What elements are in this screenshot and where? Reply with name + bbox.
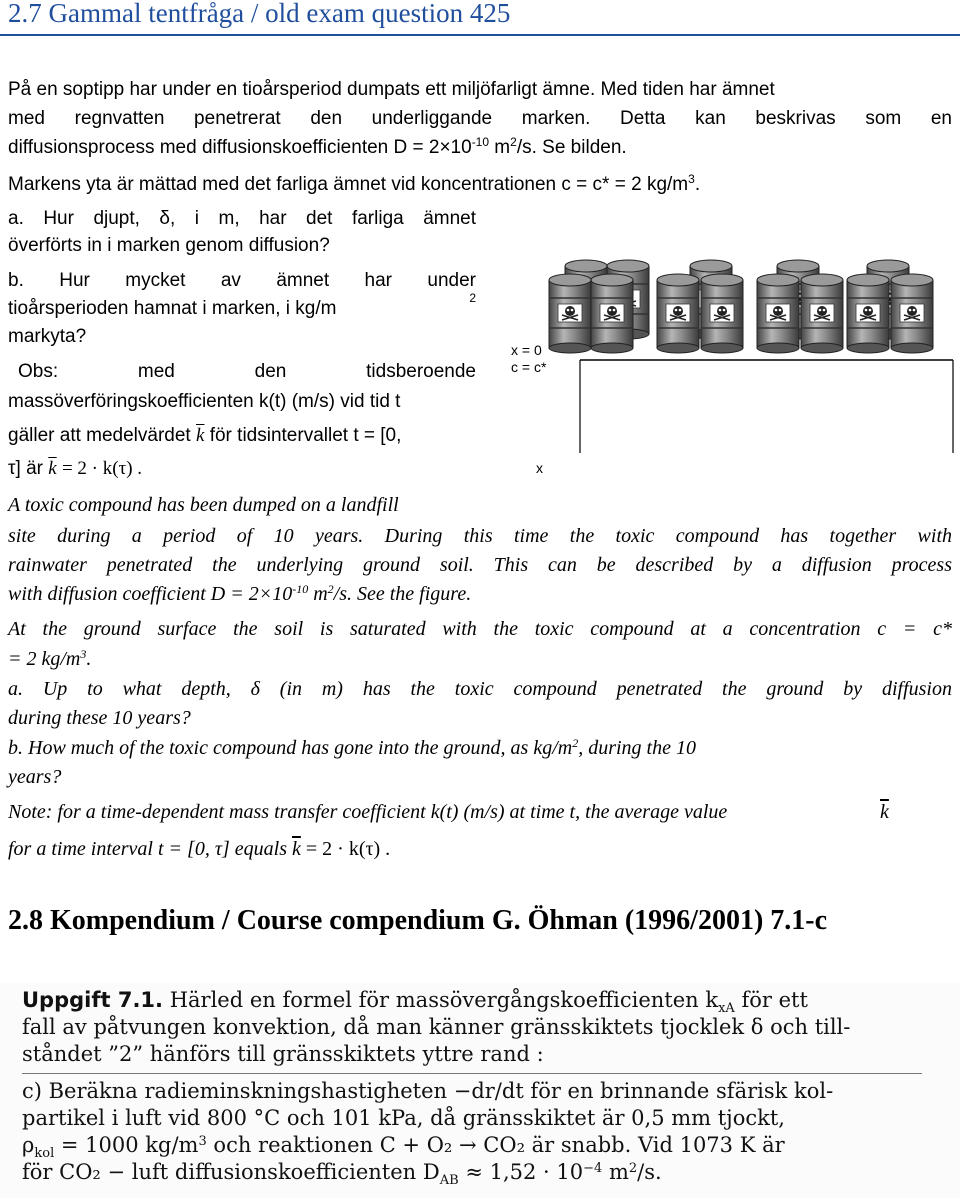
swedish-paragraph-line: diffusionsprocess med diffusionskoefficienten $D = 2\times 10^{-10}$ $m^2/s$. Se bilden.	[8, 135, 627, 158]
scan-line: fall av påtvungen konvektion, då man känner gränsskiktets tjocklek δ och till-	[22, 1015, 851, 1039]
english-note: Note: for a time-dependent mass transfer coefficient k(t) (m/s) at time t, the average value	[8, 801, 728, 823]
section-title-rule	[0, 34, 960, 36]
swedish-question-a: a. Hur djupt, δ, i m, har det farliga ämnet	[8, 208, 476, 229]
swedish-question-b: markyta?	[8, 326, 87, 347]
english-surface-condition: At the ground surface the soil is saturated with the toxic compound at a concentration c = c*	[8, 618, 952, 640]
english-surface-condition: = 2 $kg/m^3$.	[8, 647, 92, 670]
label-x0: x = 0	[511, 342, 542, 358]
swedish-surface-condition: Markens yta är mättad med det farliga ämnet vid koncentrationen c = c* = 2 $kg/m^3$.	[8, 172, 701, 195]
english-question-a: during these 10 years?	[8, 707, 191, 729]
scan-line: $\rho_{kol} = 1000$ $kg/m^3$ och reaktionen C + O₂ → CO₂ är snabb. Vid 1073 K är	[22, 1133, 785, 1162]
swedish-question-b: tioårsperioden hamnat i marken, i kg/m 2	[8, 291, 476, 319]
label-x-axis: x	[536, 460, 543, 476]
scan-line: för CO₂ − luft diffusionskoefficienten $D_{AB} \approx 1,52 \cdot 10^{-4}$ $m^2/s$.	[22, 1160, 662, 1189]
scan-line: ståndet ”2” hänförs till gränsskiktets yttre rand :	[22, 1042, 544, 1066]
section-title: 2.7 Gammal tentfråga / old exam question 425	[8, 0, 511, 28]
swedish-note: τ] är $\overline{k} = 2 \cdot k(\tau)$ .	[8, 458, 143, 479]
scan-divider	[22, 1073, 922, 1074]
english-question-b: years?	[8, 766, 62, 788]
swedish-question-b: b. Hur mycket av ämnet har under	[8, 270, 476, 291]
swedish-note: gäller att medelvärdet $\overline{k}$ för tidsintervallet t = [0,	[8, 425, 402, 446]
english-paragraph-line: site during a period of 10 years. During this time the toxic compound has together with	[8, 525, 952, 547]
english-paragraph-line: A toxic compound has been dumped on a landfill	[8, 494, 399, 516]
english-note: for a time interval t = [0, τ] equals $\overline{k} = 2 \cdot k(\tau)$ .	[8, 838, 391, 860]
english-note-k: $\overline{k}$	[880, 801, 889, 823]
label-concentration: c = c*	[511, 359, 547, 375]
scan-line: Uppgift 7.1. Härled en formel för massövergångskoefficienten $k_{xA}$ för ett	[22, 988, 808, 1017]
scan-line: partikel i luft vid 800 °C och 101 kPa, då gränsskiktet är 0,5 mm tjockt,	[22, 1106, 785, 1130]
english-question-b: b. How much of the toxic compound has gone into the ground, as $kg/m^2$, during the 10	[8, 736, 696, 759]
swedish-paragraph-line: På en soptipp har under en tioårsperiod dumpats ett miljöfarligt ämne. Med tiden har ämnet	[8, 79, 775, 100]
swedish-note: Obs: med den tidsberoende	[18, 361, 476, 382]
swedish-question-a: överförts in i marken genom diffusion?	[8, 235, 330, 256]
section-title-2: 2.8 Kompendium / Course compendium G. Öhman (1996/2001) 7.1-c	[8, 905, 828, 936]
swedish-paragraph-line: med regnvatten penetrerat den underliggande marken. Detta kan beskrivas som en	[8, 108, 952, 129]
swedish-note: massöverföringskoefficienten k(t) (m/s) vid tid t	[8, 391, 401, 412]
landfill-figure	[505, 238, 955, 488]
english-paragraph-line: rainwater penetrated the underlying ground soil. This can be described by a diffusion process	[8, 554, 952, 576]
english-paragraph-line: with diffusion coefficient $D = 2\times 10^{-10}$ $m^2/s$. See the figure.	[8, 582, 472, 605]
english-question-a: a. Up to what depth, δ (in m) has the toxic compound penetrated the ground by diffusion	[8, 678, 952, 700]
toxic-barrels-illustration	[505, 238, 955, 488]
scanned-excerpt	[0, 983, 960, 1198]
scan-line: c) Beräkna radieminskningshastigheten −dr/dt för en brinnande sfärisk kol-	[22, 1079, 834, 1103]
